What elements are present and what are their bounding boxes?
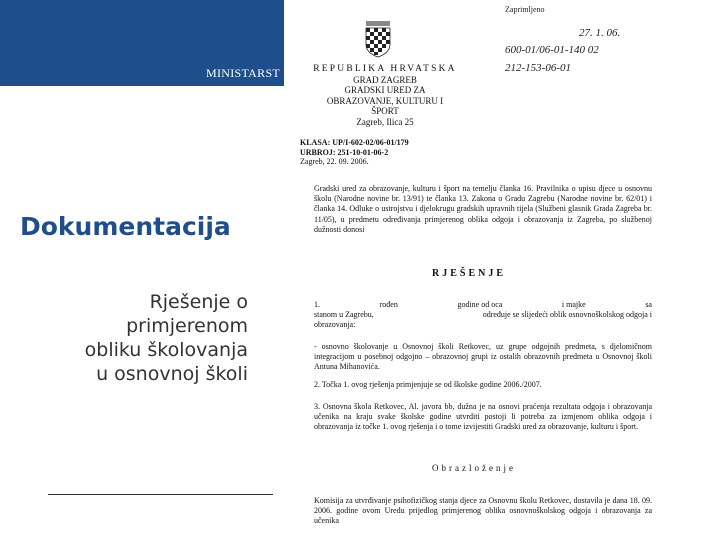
received-stamp [491, 0, 667, 80]
slide-title: Dokumentacija [20, 212, 231, 241]
letterhead-line: ŠPORT [371, 106, 399, 116]
item-text: i majke [561, 300, 586, 309]
document-letterhead [300, 64, 470, 127]
stamp-line: 600-01/06-01-140 02 [505, 44, 599, 56]
reasoning-paragraph: Komisija za utvrđivanje psihofizičkog stanja djece za Osnovnu školu Retkovec, dostavila je dana 18. 09. 2006. godine ovom Uredu prijedlog primjerenog oblika osnovnoškolskog odgoja i obrazovanja za učenika [314, 496, 652, 526]
decision-bullet: - osnovno školovanje u Osnovnoj školi Retkovec, uz grupe odgojnih predmeta, s djelomičnom integracijom u posebnoj odgojno – obrazovnoj grupi iz ostalih obrazovnih predmeta u Osnovnoj školi Antuna Mihanovića. [314, 342, 652, 372]
stamp-line: 212-153-06-01 [505, 62, 571, 74]
coat-of-arms-icon [365, 20, 391, 58]
letterhead-line: REPUBLIKA HRVATSKA [313, 64, 457, 74]
subtitle-line: primjerenom [126, 315, 248, 337]
reference-line: KLASA: UP/I-602-02/06-01/179 [300, 138, 409, 147]
reasoning-heading: Obrazloženje [432, 463, 516, 473]
item-text: rođen [379, 300, 398, 309]
letterhead-line: GRADSKI URED ZA [344, 85, 426, 95]
subtitle-line: u osnovnoj školi [96, 363, 248, 385]
item-text: određuje se slijedeći oblik osnovnoškolskog odgoja i [482, 310, 652, 320]
ministry-name: MINISTARST [206, 66, 281, 80]
item-text: 1. [314, 300, 320, 309]
item-text: sa [645, 300, 652, 309]
intro-paragraph: Gradski ured za obrazovanje, kulturu i šport na temelju članka 16. Pravilnika o upisu djece u osnovnu školu (Narodne novine br. 13/91) te članka 13. Zakona o Gradu Zagrebu (Narodne novine br. 62/01) i članka 14. Odluke o ustrojstvu i djelokrugu gradskih upravnih tijela (Službeni glasnik Grada Zagreba br. 11/05), u predmetu određivanja primjerenog oblika odgoja i obrazovanja iz Zagreba, po službenoj dužnosti donosi [314, 184, 652, 234]
reference-line: URBROJ: 251-10-01-06-2 [300, 147, 389, 157]
decision-item-2: 2. Točka 1. ovog rješenja primjenjuje se od školske godine 2006./2007. [314, 380, 542, 389]
reference-block [300, 138, 409, 167]
item-text: stanom u Zagrebu, [314, 310, 374, 320]
scanned-document [284, 0, 720, 540]
slide-subtitle [30, 290, 248, 386]
subtitle-line: obliku školovanja [84, 339, 248, 361]
decision-item-1 [314, 300, 652, 331]
decision-heading: RJEŠENJE [432, 268, 507, 279]
item-row [314, 300, 652, 310]
item-text: obrazovanja: [314, 320, 356, 330]
reference-line: Zagreb, 22. 09. 2006. [300, 157, 369, 166]
letterhead-line: Zagreb, Ilica 25 [356, 116, 414, 127]
subtitle-line: Rješenje o [149, 291, 248, 313]
item-row [314, 310, 652, 320]
item-text: godine od oca [457, 300, 503, 309]
letterhead-line: GRAD ZAGREB [353, 74, 417, 85]
stamp-line: 27. 1. 06. [579, 27, 621, 39]
divider-line [48, 494, 273, 495]
decision-item-3: 3. Osnovna škola Retkovec, Al. javora bb, dužna je na osnovi praćenja rezultata odgoja i obrazovanja učenika na kraju svake školske godine utvrditi postoji li potreba za izmjenom oblika odgoja i obrazovanja iz točke 1. ovog rješenja i o tome izvijestiti Gradski ured za obrazovanje, kulturu i šport. [314, 402, 652, 432]
letterhead-line: OBRAZOVANJE, KULTURU I [326, 95, 444, 106]
stamp-line: Zaprimljeno [505, 5, 545, 14]
